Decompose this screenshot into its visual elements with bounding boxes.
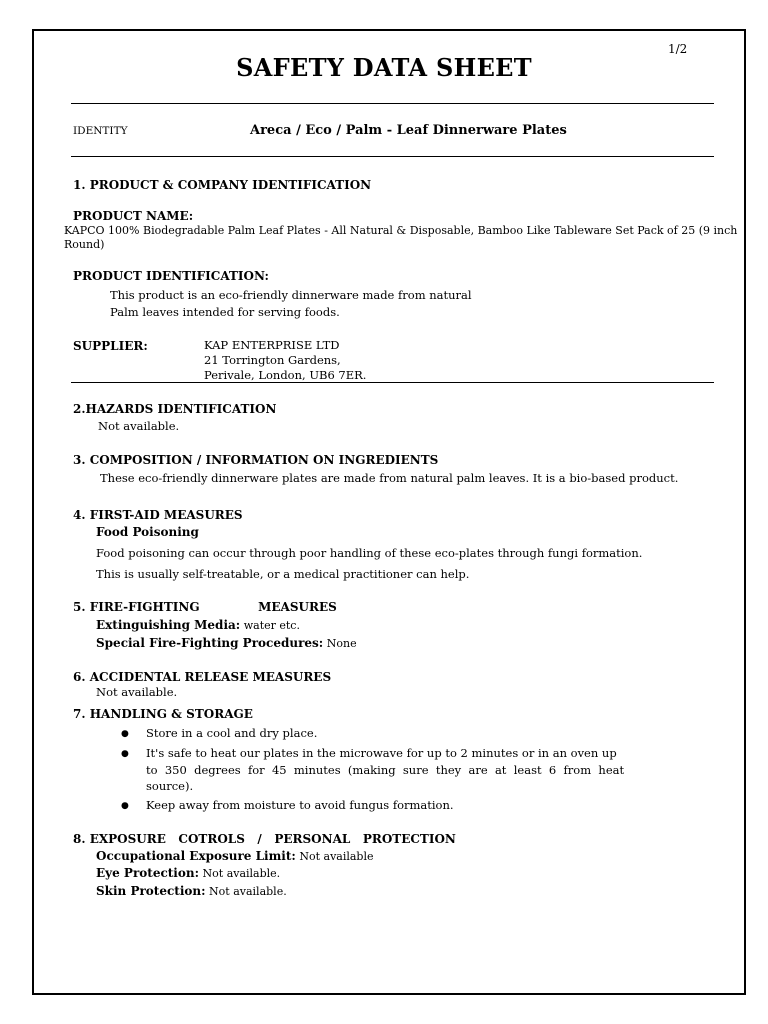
fire-fighting-procedures	[96, 636, 357, 650]
occupational-exposure-limit	[96, 849, 374, 863]
divider	[71, 103, 714, 104]
product-name-label: PRODUCT NAME:	[73, 209, 194, 223]
product-name-line: KAPCO 100% Biodegradable Palm Leaf Plates - All Natural & Disposable, Bamboo Like Tableware Set Pack of 25 (9 inch	[64, 224, 738, 237]
storage-item: Keep away from moisture to avoid fungus formation.	[146, 798, 454, 812]
eye-protection	[96, 866, 280, 880]
extinguishing-media-label: Extinguishing Media:	[96, 618, 241, 632]
occupational-exposure-limit-label: Occupational Exposure Limit:	[96, 849, 296, 863]
skin-protection-label: Skin Protection:	[96, 884, 206, 898]
composition-text: These eco-friendly dinnerware plates are made from natural palm leaves. It is a bio-based product.	[100, 471, 679, 485]
identity-value: Areca / Eco / Palm - Leaf Dinnerware Plates	[250, 123, 567, 138]
storage-item: to 350 degrees for 45 minutes (making sure they are at least 6 from heat	[146, 763, 625, 777]
first-aid-text: Food poisoning can occur through poor handling of these eco-plates through fungi formation.	[96, 546, 643, 560]
extinguishing-media-value: water etc.	[240, 619, 300, 632]
extinguishing-media	[96, 618, 300, 632]
eye-protection-value: Not available.	[199, 867, 281, 880]
occupational-exposure-limit-value: Not available	[295, 850, 374, 863]
supplier-address-line: Perivale, London, UB6 7ER.	[204, 368, 367, 382]
bullet-icon: ●	[121, 801, 129, 811]
document-title: SAFETY DATA SHEET	[236, 53, 532, 82]
supplier-label: SUPPLIER:	[73, 339, 148, 353]
supplier-address-line: 21 Torrington Gardens,	[204, 353, 341, 367]
eye-protection-label: Eye Protection:	[96, 866, 200, 880]
accidental-release-text: Not available.	[96, 685, 178, 699]
section-5-heading: 5. FIRE-FIGHTING MEASURES	[73, 600, 337, 614]
fire-fighting-procedures-value: None	[323, 637, 357, 650]
section-2-heading: 2.HAZARDS IDENTIFICATION	[73, 402, 277, 416]
storage-item: It's safe to heat our plates in the microwave for up to 2 minutes or in an oven up	[146, 746, 617, 760]
product-identification-text: Palm leaves intended for serving foods.	[110, 305, 340, 319]
hazards-text: Not available.	[98, 419, 180, 433]
product-name-line: Round)	[64, 238, 105, 251]
divider	[71, 382, 714, 383]
section-1-heading: 1. PRODUCT & COMPANY IDENTIFICATION	[73, 178, 372, 192]
section-8-heading: 8. EXPOSURE COTROLS / PERSONAL PROTECTION	[73, 832, 456, 846]
storage-item: source).	[146, 779, 194, 793]
supplier-address-line: KAP ENTERPRISE LTD	[204, 338, 340, 352]
divider	[71, 156, 714, 157]
first-aid-text: This is usually self-treatable, or a medical practitioner can help.	[96, 567, 470, 581]
page-number: 1/2	[668, 42, 688, 56]
skin-protection	[96, 884, 287, 898]
identity-label: IDENTITY	[73, 125, 128, 137]
skin-protection-value: Not available.	[205, 885, 287, 898]
product-identification-text: This product is an eco-friendly dinnerware made from natural	[110, 288, 472, 302]
section-3-heading: 3. COMPOSITION / INFORMATION ON INGREDIENTS	[73, 453, 439, 467]
bullet-icon: ●	[121, 729, 129, 739]
storage-item: Store in a cool and dry place.	[146, 726, 318, 740]
bullet-icon: ●	[121, 749, 129, 759]
fire-fighting-procedures-label: Special Fire-Fighting Procedures:	[96, 636, 324, 650]
food-poisoning-subheading: Food Poisoning	[96, 525, 199, 539]
section-4-heading: 4. FIRST-AID MEASURES	[73, 508, 243, 522]
section-7-heading: 7. HANDLING & STORAGE	[73, 707, 253, 721]
product-identification-label: PRODUCT IDENTIFICATION:	[73, 269, 269, 283]
section-6-heading: 6. ACCIDENTAL RELEASE MEASURES	[73, 670, 332, 684]
